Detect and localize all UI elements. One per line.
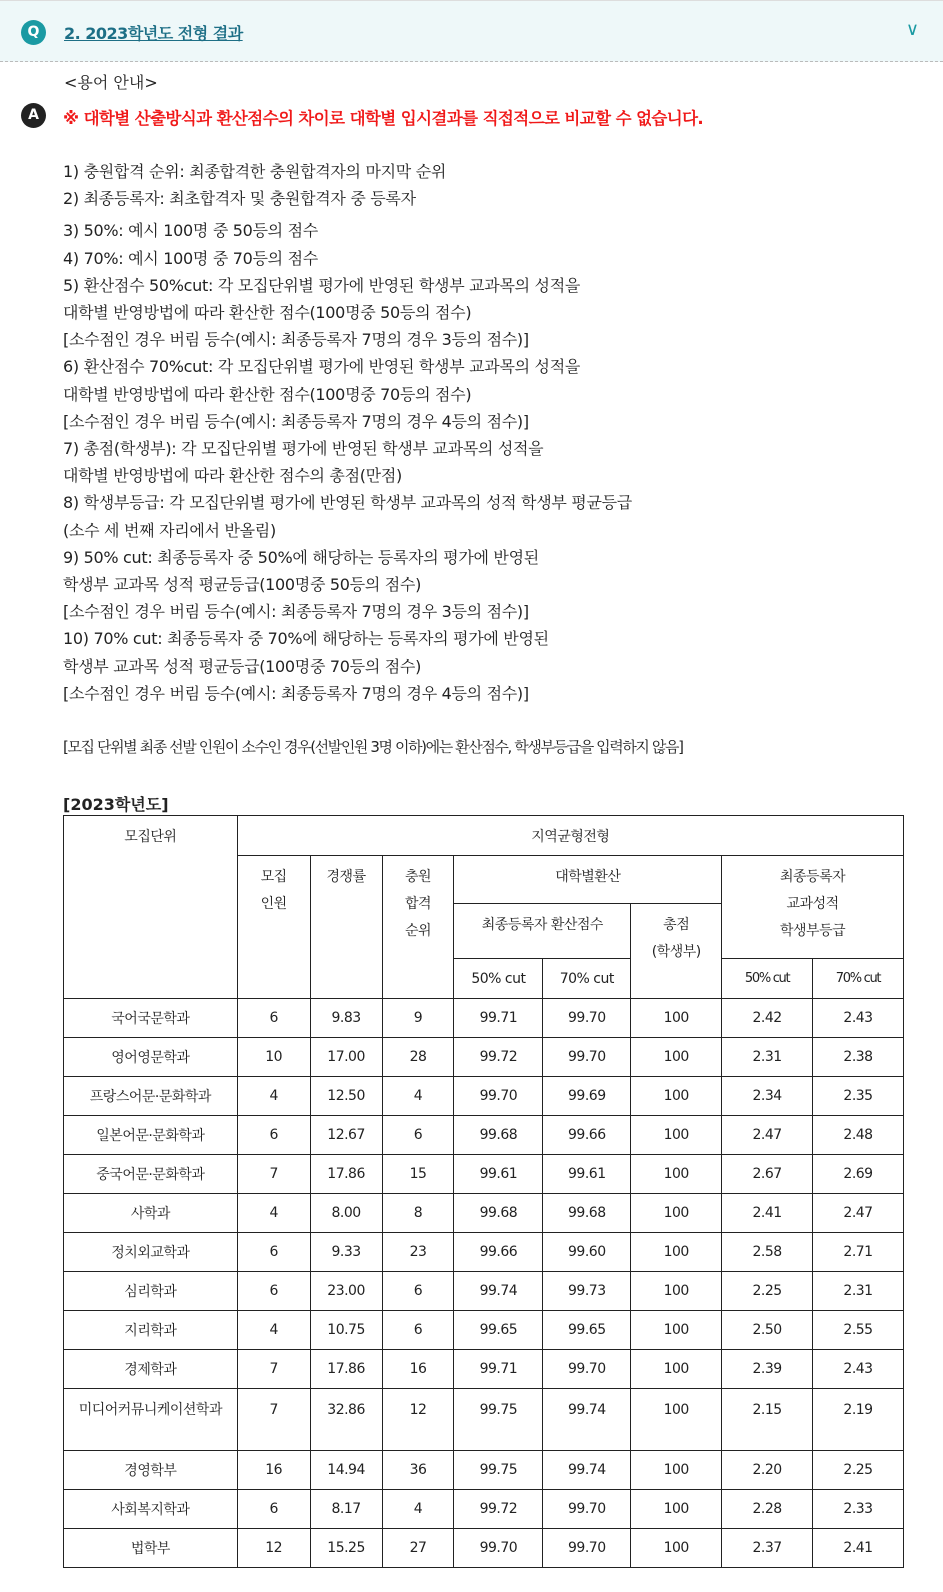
cell-rate: 23.00 <box>310 1272 382 1311</box>
cell-rate: 15.25 <box>310 1529 382 1568</box>
cell-quota: 10 <box>237 1038 310 1077</box>
cell-rank: 8 <box>382 1194 454 1233</box>
term-definitions <box>63 158 632 707</box>
header-rate: 경쟁률 <box>310 856 382 999</box>
cell-quota: 7 <box>237 1389 310 1451</box>
cell-total: 100 <box>631 1311 722 1350</box>
cell-rank: 6 <box>382 1116 454 1155</box>
cell-unit: 영어영문학과 <box>64 1038 238 1077</box>
cell-conv-70: 99.74 <box>543 1389 631 1451</box>
cell-quota: 4 <box>237 1311 310 1350</box>
cell-conv-70: 99.65 <box>543 1311 631 1350</box>
cell-total: 100 <box>631 1155 722 1194</box>
cell-conv-50: 99.75 <box>454 1451 543 1490</box>
cell-rate: 8.17 <box>310 1490 382 1529</box>
cell-unit: 프랑스어문·문화학과 <box>64 1077 238 1116</box>
cell-rank: 27 <box>382 1529 454 1568</box>
cell-grade-50: 2.34 <box>722 1077 813 1116</box>
table-row <box>64 1490 904 1529</box>
cell-conv-50: 99.71 <box>454 999 543 1038</box>
table-row <box>64 1272 904 1311</box>
term-line: 1) 충원합격 순위: 최종합격한 충원합격자의 마지막 순위 <box>63 162 447 181</box>
cell-grade-70: 2.55 <box>813 1311 904 1350</box>
header-rank: 충원 합격 순위 <box>382 856 454 999</box>
term-line: [소수점인 경우 버림 등수(예시: 최종등록자 7명의 경우 4등의 점수)] <box>63 411 529 431</box>
cell-total: 100 <box>631 1490 722 1529</box>
cell-grade-50: 2.25 <box>722 1272 813 1311</box>
cell-conv-70: 99.69 <box>543 1077 631 1116</box>
cell-rank: 12 <box>382 1389 454 1451</box>
cell-total: 100 <box>631 999 722 1038</box>
header-total: 총점 (학생부) <box>631 904 722 999</box>
term-line: 대학별 반영방법에 따라 환산한 점수(100명중 50등의 점수) <box>63 303 472 323</box>
year-title: [2023학년도] <box>63 795 169 814</box>
cell-grade-70: 2.38 <box>813 1038 904 1077</box>
cell-grade-50: 2.42 <box>722 999 813 1038</box>
cell-unit: 중국어문·문화학과 <box>64 1155 238 1194</box>
term-line: 학생부 교과목 성적 평균등급(100명중 70등의 점수) <box>63 656 422 676</box>
note-text: [모집 단위별 최종 선발 인원이 소수인 경우(선발인원 3명 이하)에는 환산점수, 학생부등급을 입력하지 않음] <box>63 738 683 756</box>
cell-total: 100 <box>631 1038 722 1077</box>
term-line: 6) 환산점수 70%cut: 각 모집단위별 평가에 반영된 학생부 교과목의 성적을 <box>63 357 581 377</box>
term-line: 7) 총점(학생부): 각 모집단위별 평가에 반영된 학생부 교과목의 성적을 <box>63 439 544 459</box>
cell-grade-50: 2.20 <box>722 1451 813 1490</box>
cell-rank: 15 <box>382 1155 454 1194</box>
cell-quota: 6 <box>237 1272 310 1311</box>
header-conv-50: 50% cut <box>454 959 543 999</box>
cell-grade-70: 2.47 <box>813 1194 904 1233</box>
cell-rank: 6 <box>382 1311 454 1350</box>
cell-unit: 일본어문·문화학과 <box>64 1116 238 1155</box>
cell-rank: 4 <box>382 1077 454 1116</box>
cell-grade-70: 2.41 <box>813 1529 904 1568</box>
cell-grade-70: 2.71 <box>813 1233 904 1272</box>
term-line: 대학별 반영방법에 따라 환산한 점수의 총점(만점) <box>63 466 402 486</box>
term-line: 3) 50%: 예시 100명 중 50등의 점수 <box>63 221 318 241</box>
cell-unit: 경영학부 <box>64 1451 238 1490</box>
table-row <box>64 1233 904 1272</box>
cell-conv-70: 99.70 <box>543 1490 631 1529</box>
cell-rate: 9.33 <box>310 1233 382 1272</box>
cell-unit: 정치외교학과 <box>64 1233 238 1272</box>
cell-rate: 10.75 <box>310 1311 382 1350</box>
header-conv: 대학별환산 <box>454 856 722 904</box>
cell-grade-50: 2.39 <box>722 1350 813 1389</box>
cell-conv-50: 99.70 <box>454 1529 543 1568</box>
header-quota: 모집 인원 <box>237 856 310 999</box>
table-row <box>64 1529 904 1568</box>
cell-total: 100 <box>631 1529 722 1568</box>
cell-conv-50: 99.70 <box>454 1077 543 1116</box>
cell-rate: 8.00 <box>310 1194 382 1233</box>
cell-conv-50: 99.72 <box>454 1490 543 1529</box>
cell-rate: 17.86 <box>310 1350 382 1389</box>
term-heading: <용어 안내> <box>64 73 158 92</box>
cell-total: 100 <box>631 1272 722 1311</box>
cell-unit: 지리학과 <box>64 1311 238 1350</box>
cell-rate: 9.83 <box>310 999 382 1038</box>
cell-unit: 미디어커뮤니케이션학과 <box>64 1389 238 1451</box>
cell-grade-50: 2.28 <box>722 1490 813 1529</box>
table-row <box>64 1116 904 1155</box>
header-unit: 모집단위 <box>64 816 238 999</box>
term-line: [소수점인 경우 버림 등수(예시: 최종등록자 7명의 경우 3등의 점수)] <box>63 330 529 350</box>
header-grade-70: 70% cut <box>813 959 904 999</box>
cell-quota: 6 <box>237 1490 310 1529</box>
term-line: 2) 최종등록자: 최초합격자 및 충원합격자 중 등록자 <box>63 189 416 209</box>
cell-unit: 경제학과 <box>64 1350 238 1389</box>
header-conv-sub: 최종등록자 환산점수 <box>454 904 631 959</box>
table-row <box>64 999 904 1038</box>
term-line: 학생부 교과목 성적 평균등급(100명중 50등의 점수) <box>63 575 422 595</box>
cell-total: 100 <box>631 1350 722 1389</box>
cell-grade-70: 2.31 <box>813 1272 904 1311</box>
term-line: 10) 70% cut: 최종등록자 중 70%에 해당하는 등록자의 평가에 반영된 <box>63 629 549 649</box>
cell-conv-70: 99.68 <box>543 1194 631 1233</box>
term-line: [소수점인 경우 버림 등수(예시: 최종등록자 7명의 경우 3등의 점수)] <box>63 602 529 622</box>
header-conv-70: 70% cut <box>543 959 631 999</box>
cell-grade-50: 2.47 <box>722 1116 813 1155</box>
cell-conv-50: 99.61 <box>454 1155 543 1194</box>
cell-grade-50: 2.41 <box>722 1194 813 1233</box>
cell-rate: 32.86 <box>310 1389 382 1451</box>
table-row <box>64 1451 904 1490</box>
cell-total: 100 <box>631 1194 722 1233</box>
cell-grade-70: 2.48 <box>813 1116 904 1155</box>
cell-grade-50: 2.37 <box>722 1529 813 1568</box>
cell-conv-50: 99.72 <box>454 1038 543 1077</box>
table-row <box>64 1311 904 1350</box>
cell-rank: 16 <box>382 1350 454 1389</box>
cell-conv-70: 99.70 <box>543 999 631 1038</box>
cell-rate: 17.00 <box>310 1038 382 1077</box>
q-badge-icon: Q <box>21 20 46 45</box>
results-table <box>63 815 904 1568</box>
cell-total: 100 <box>631 1389 722 1451</box>
cell-unit: 법학부 <box>64 1529 238 1568</box>
term-line: 대학별 반영방법에 따라 환산한 점수(100명중 70등의 점수) <box>63 384 472 404</box>
table-row <box>64 1077 904 1116</box>
cell-rate: 12.50 <box>310 1077 382 1116</box>
cell-grade-50: 2.58 <box>722 1233 813 1272</box>
cell-rank: 36 <box>382 1451 454 1490</box>
cell-grade-70: 2.25 <box>813 1451 904 1490</box>
cell-grade-70: 2.33 <box>813 1490 904 1529</box>
cell-quota: 4 <box>237 1194 310 1233</box>
question-title-link[interactable]: 2. 2023학년도 전형 결과 <box>64 24 243 43</box>
term-line: 8) 학생부등급: 각 모집단위별 평가에 반영된 학생부 교과목의 성적 학생부 평균등급 <box>63 493 632 513</box>
cell-grade-50: 2.31 <box>722 1038 813 1077</box>
cell-conv-70: 99.61 <box>543 1155 631 1194</box>
cell-conv-70: 99.60 <box>543 1233 631 1272</box>
chevron-down-icon[interactable]: ∨ <box>905 19 919 40</box>
cell-quota: 6 <box>237 1233 310 1272</box>
cell-conv-70: 99.70 <box>543 1529 631 1568</box>
cell-rank: 6 <box>382 1272 454 1311</box>
cell-total: 100 <box>631 1077 722 1116</box>
cell-quota: 6 <box>237 999 310 1038</box>
table-row <box>64 1350 904 1389</box>
cell-conv-50: 99.68 <box>454 1194 543 1233</box>
cell-grade-70: 2.35 <box>813 1077 904 1116</box>
term-line: 4) 70%: 예시 100명 중 70등의 점수 <box>63 248 318 268</box>
cell-conv-70: 99.66 <box>543 1116 631 1155</box>
table-row <box>64 1194 904 1233</box>
a-badge-icon: A <box>21 103 46 128</box>
table-row <box>64 1389 904 1451</box>
cell-rate: 12.67 <box>310 1116 382 1155</box>
cell-conv-70: 99.70 <box>543 1350 631 1389</box>
cell-conv-50: 99.66 <box>454 1233 543 1272</box>
cell-grade-50: 2.15 <box>722 1389 813 1451</box>
header-track: 지역균형전형 <box>237 816 903 856</box>
cell-total: 100 <box>631 1451 722 1490</box>
term-line: (소수 세 번째 자리에서 반올림) <box>63 520 276 540</box>
cell-quota: 12 <box>237 1529 310 1568</box>
cell-grade-70: 2.19 <box>813 1389 904 1451</box>
cell-conv-50: 99.65 <box>454 1311 543 1350</box>
cell-conv-50: 99.68 <box>454 1116 543 1155</box>
cell-quota: 6 <box>237 1116 310 1155</box>
cell-unit: 국어국문학과 <box>64 999 238 1038</box>
term-line: [소수점인 경우 버림 등수(예시: 최종등록자 7명의 경우 4등의 점수)] <box>63 683 529 703</box>
term-line: 5) 환산점수 50%cut: 각 모집단위별 평가에 반영된 학생부 교과목의 성적을 <box>63 275 581 295</box>
cell-conv-70: 99.74 <box>543 1451 631 1490</box>
header-grade-50: 50% cut <box>722 959 813 999</box>
cell-grade-70: 2.69 <box>813 1155 904 1194</box>
cell-conv-70: 99.73 <box>543 1272 631 1311</box>
cell-grade-50: 2.50 <box>722 1311 813 1350</box>
cell-unit: 심리학과 <box>64 1272 238 1311</box>
cell-quota: 16 <box>237 1451 310 1490</box>
cell-quota: 7 <box>237 1155 310 1194</box>
table-row <box>64 1155 904 1194</box>
cell-rank: 4 <box>382 1490 454 1529</box>
cell-grade-70: 2.43 <box>813 999 904 1038</box>
cell-grade-50: 2.67 <box>722 1155 813 1194</box>
cell-quota: 7 <box>237 1350 310 1389</box>
cell-conv-50: 99.75 <box>454 1389 543 1451</box>
cell-rank: 9 <box>382 999 454 1038</box>
question-header[interactable] <box>0 0 943 62</box>
cell-grade-70: 2.43 <box>813 1350 904 1389</box>
cell-quota: 4 <box>237 1077 310 1116</box>
cell-total: 100 <box>631 1116 722 1155</box>
term-line: 9) 50% cut: 최종등록자 중 50%에 해당하는 등록자의 평가에 반영된 <box>63 547 539 567</box>
cell-conv-50: 99.74 <box>454 1272 543 1311</box>
cell-rate: 14.94 <box>310 1451 382 1490</box>
cell-rank: 28 <box>382 1038 454 1077</box>
header-grade: 최종등록자 교과성적 학생부등급 <box>722 856 904 959</box>
cell-rate: 17.86 <box>310 1155 382 1194</box>
table-row <box>64 1038 904 1077</box>
cell-rank: 23 <box>382 1233 454 1272</box>
cell-conv-50: 99.71 <box>454 1350 543 1389</box>
cell-unit: 사학과 <box>64 1194 238 1233</box>
cell-unit: 사회복지학과 <box>64 1490 238 1529</box>
cell-total: 100 <box>631 1233 722 1272</box>
cell-conv-70: 99.70 <box>543 1038 631 1077</box>
warning-text: ※ 대학별 산출방식과 환산점수의 차이로 대학별 입시결과를 직접적으로 비교할 수 없습니다. <box>63 109 704 128</box>
